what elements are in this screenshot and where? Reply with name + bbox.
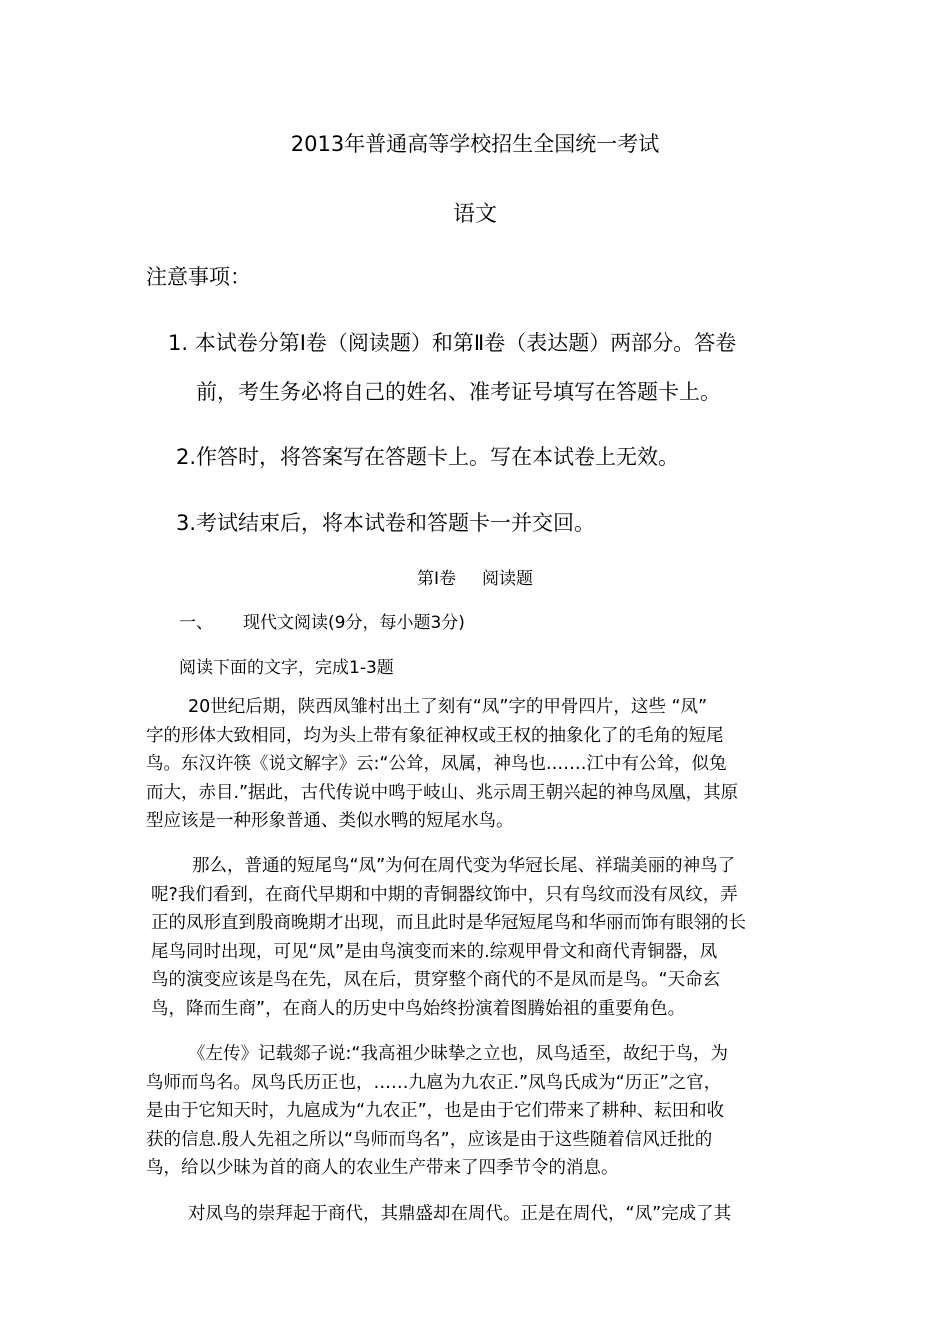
paragraph-line: 鸟师而鸟名。凤鸟氏历正也，……九扈为九农正.”凤鸟氏成为“历正”之官， bbox=[146, 1072, 722, 1093]
paragraph-line: 鸟，降而生商”，在商人的历史中鸟始终扮演着图腾始祖的重要角色。 bbox=[151, 998, 686, 1019]
paragraph-line: 获的信息.殷人先祖之所以“鸟师而鸟名”，应该是由于这些随着信风迁批的 bbox=[146, 1129, 713, 1150]
notice-heading: 注意事项： bbox=[146, 265, 251, 289]
notice-item-1-line-1: 1. 本试卷分第Ⅰ卷（阅读题）和第Ⅱ卷（表达题）两部分。答卷 bbox=[168, 331, 737, 355]
article-paragraph-2 bbox=[146, 852, 811, 1023]
paragraph-line: 鸟，给以少昧为首的商人的农业生产带来了四季节令的消息。 bbox=[146, 1158, 619, 1178]
paragraph-line: 字的形体大致相同，均为头上带有象征神权或王权的抽象化了的毛角的短尾 bbox=[146, 725, 724, 746]
paragraph-line: 对凤鸟的崇拜起于商代，其鼎盛却在周代。正是在周代，“凤”完成了其 bbox=[188, 1204, 732, 1224]
paragraph-line: 型应该是一种形象普通、类似水鸭的短尾水鸟。 bbox=[146, 811, 514, 831]
paragraph-line: 鸟的演变应该是鸟在先，凤在后，贯穿整个商代的不是凤而是鸟。“天命玄 bbox=[151, 970, 721, 990]
notice-item-3: 3.考试结束后，将本试卷和答题卡一并交回。 bbox=[176, 511, 596, 535]
part-title bbox=[0, 564, 950, 589]
section-title bbox=[179, 608, 465, 633]
paragraph-line: 20世纪后期，陕西凤雏村出土了刻有“凤”字的甲骨四片，这些 “凤” bbox=[188, 697, 708, 717]
paragraph-line: 而大，赤目.”据此，古代传说中鸣于岐山、兆示周王朝兴起的神鸟凤凰，其原 bbox=[146, 782, 739, 803]
reading-instruction: 阅读下面的文字，完成1-3题 bbox=[179, 658, 394, 678]
paragraph-line: 那么，普通的短尾鸟“凤”为何在周代变为华冠长尾、祥瑞美丽的神鸟了 bbox=[192, 856, 736, 876]
exam-title: 2013年普通高等学校招生全国统一考试 bbox=[290, 132, 660, 156]
article-paragraph-3 bbox=[146, 1040, 811, 1183]
paragraph-line: 呢?我们看到，在商代早期和中期的青铜器纹饰中，只有鸟纹而没有凤纹，弄 bbox=[151, 884, 738, 905]
paragraph-line: 鸟。东汉许筷《说文解字》云:“公耸，凤属，神鸟也.……江中有公耸，似兔 bbox=[146, 754, 727, 774]
notice-item-2: 2.作答时，将答案写在答题卡上。写在本试卷上无效。 bbox=[176, 445, 680, 469]
section-number: 一、 bbox=[179, 613, 213, 633]
subject-title: 语文 bbox=[452, 202, 497, 227]
paragraph-line: 是由于它知天时，九扈成为“九农正”，也是由于它们带来了耕种、耘田和收 bbox=[146, 1101, 725, 1121]
paragraph-line: 《左传》记载郯子说:“我高祖少昧挚之立也，凤鸟适至，故纪于鸟，为 bbox=[188, 1044, 728, 1064]
paragraph-line: 正的凤形直到殷商晚期才出现，而且此时是华冠短尾鸟和华丽而饰有眼翎的长 bbox=[151, 913, 746, 933]
volume-label: 第Ⅰ卷 bbox=[416, 569, 456, 589]
paragraph-line: 尾鸟同时出现，可见“凤”是由鸟演变而来的.综观甲骨文和商代青铜器，凤 bbox=[151, 941, 718, 962]
article-paragraph-4 bbox=[146, 1200, 811, 1229]
volume-name: 阅读题 bbox=[482, 569, 533, 589]
section-heading: 现代文阅读(9分，每小题3分) bbox=[243, 613, 465, 633]
notice-item-1-line-2: 前，考生务必将自己的姓名、准考证号填写在答题卡上。 bbox=[196, 380, 721, 404]
article-paragraph-1 bbox=[146, 693, 811, 836]
